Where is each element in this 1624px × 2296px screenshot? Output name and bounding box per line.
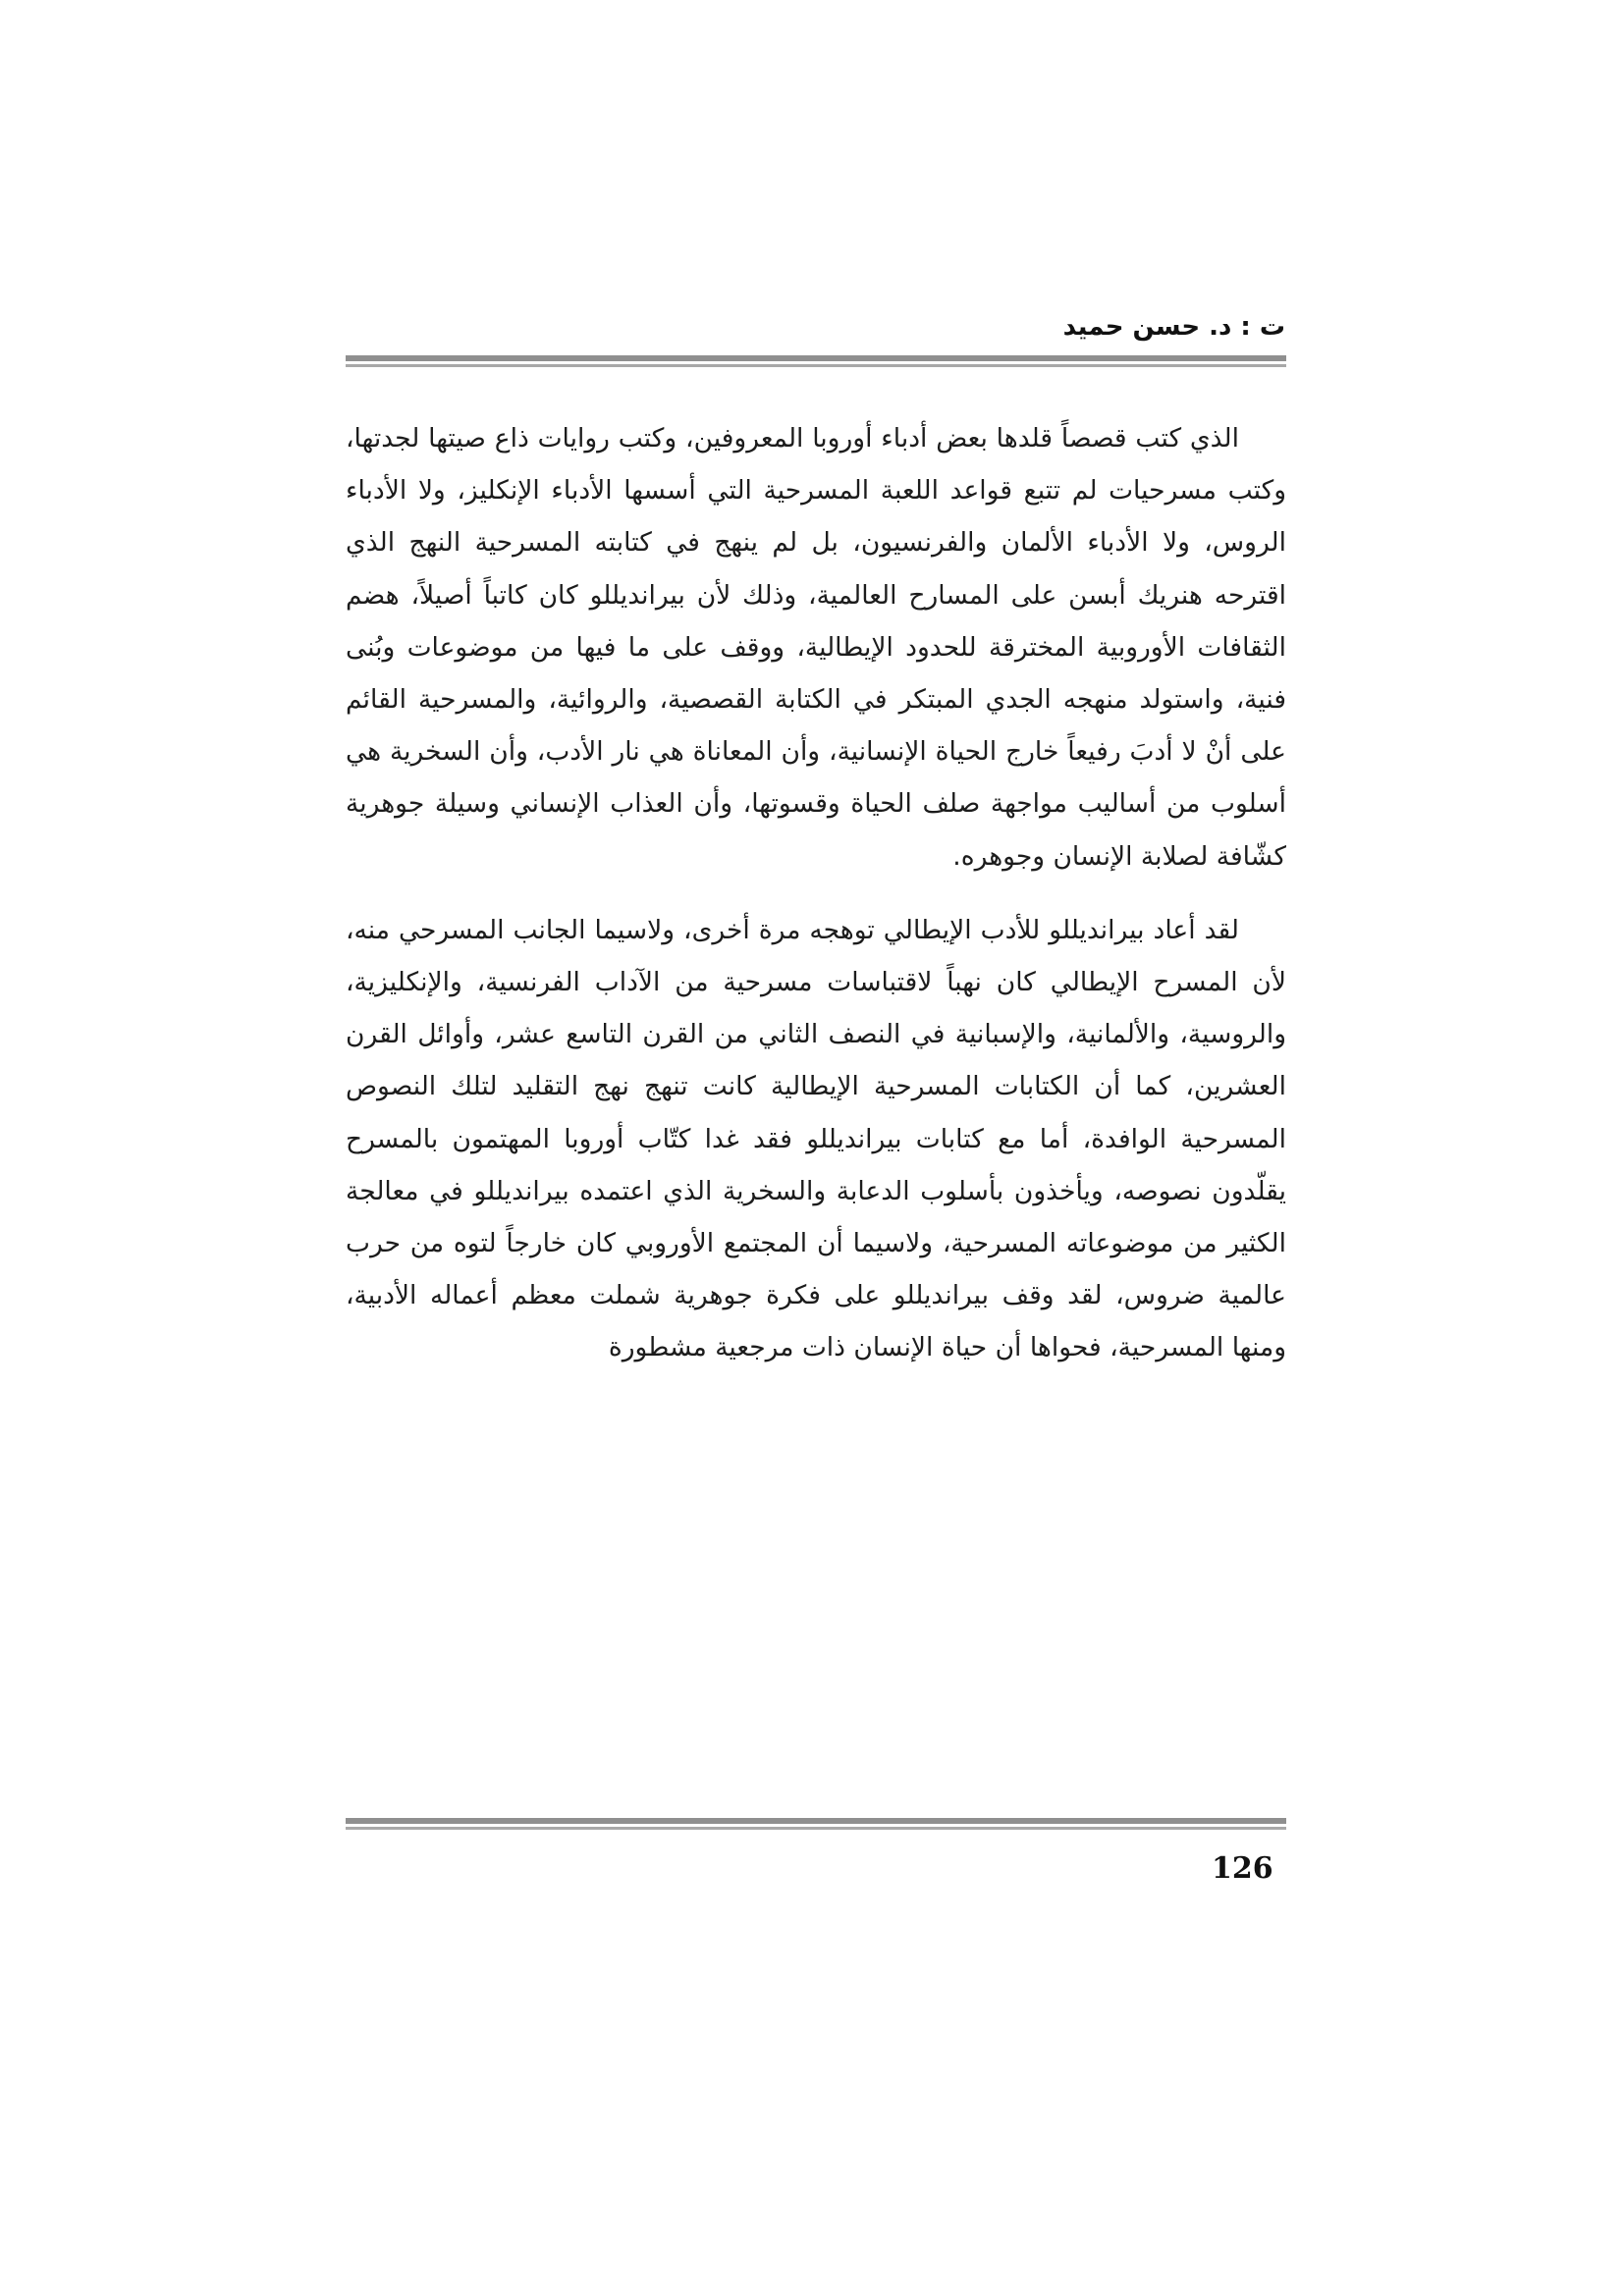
page-number: 126 [1212, 1851, 1273, 1886]
body-text [346, 412, 1286, 1374]
paragraph: الذي كتب قصصاً قلدها بعض أدباء أوروبا المعروفين، وكتب روايات ذاع صيتها لجدتها، وكتب مسرحيات لم تتبع قواعد اللعبة المسرحية التي أسسها الأدباء الإنكليز، ولا الأدباء الروس، ولا الأدباء الألمان والفرنسيون، بل لم ينهج في كتابته المسرحية النهج الذي اقترحه هنريك أبسن على المسارح العالمية، وذلك لأن بيرانديللو كان كاتباً أصيلاً، هضم الثقافات الأوروبية المخترقة للحدود الإيطالية، ووقف على ما فيها من موضوعات وبُنى فنية، واستولد منهجه الجدي المبتكر في الكتابة القصصية، والروائية، والمسرحية القائم على أنْ لا أدبَ رفيعاً خارج الحياة الإنسانية، وأن المعاناة هي نار الأدب، وأن السخرية هي أسلوب من أساليب مواجهة صلف الحياة وقسوتها، وأن العذاب الإنساني وسيلة جوهرية كشّافة لصلابة الإنسان وجوهره. [346, 423, 1286, 872]
header-rule [346, 355, 1286, 367]
footer-rule [346, 1818, 1286, 1830]
running-header-author: ت : د. حسن حميد [1062, 312, 1285, 342]
paragraph: لقد أعاد بيرانديللو للأدب الإيطالي توهجه مرة أخرى، ولاسيما الجانب المسرحي منه، لأن المسرح الإيطالي كان نهباً لاقتباسات مسرحية من الآداب الفرنسية، والإنكليزية، والروسية، والألمانية، والإسبانية في النصف الثاني من القرن التاسع عشر، وأوائل القرن العشرين، كما أن الكتابات المسرحية الإيطالية كانت تنهج نهج التقليد لتلك النصوص المسرحية الوافدة، أما مع كتابات بيرانديللو فقد غدا كتّاب أوروبا المهتمون بالمسرح يقلّدون نصوصه، ويأخذون بأسلوب الدعابة والسخرية الذي اعتمده بيرانديللو في معالجة الكثير من موضوعاته المسرحية، ولاسيما أن المجتمع الأوروبي كان خارجاً لتوه من حرب عالمية ضروس، لقد وقف بيرانديللو على فكرة جوهرية شملت معظم أعماله الأدبية، ومنها المسرحية، فحواها أن حياة الإنسان ذات مرجعية مشطورة [346, 914, 1286, 1363]
